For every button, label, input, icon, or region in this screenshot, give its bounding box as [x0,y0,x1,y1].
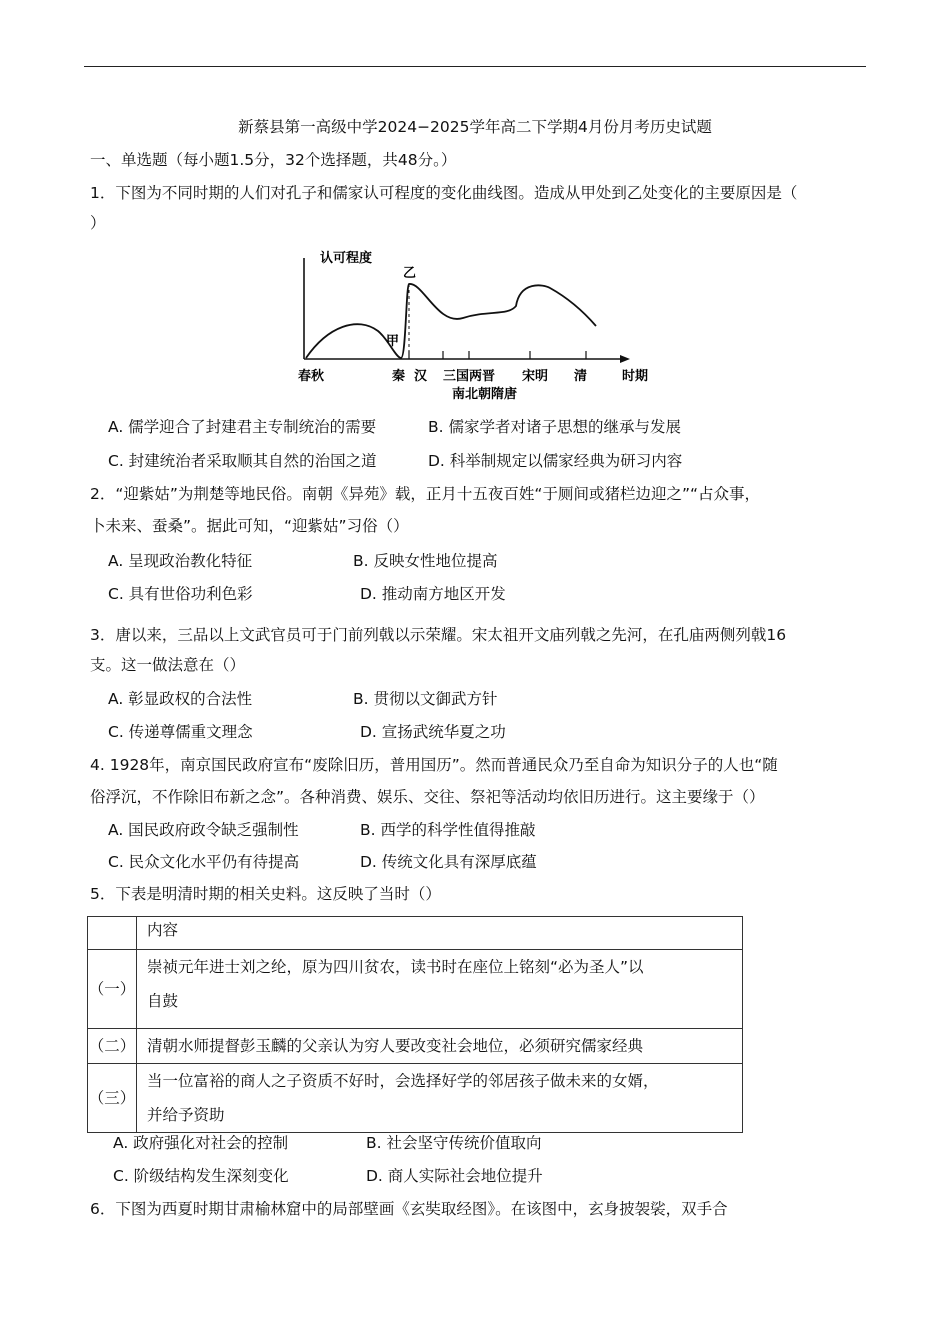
table-header-empty [88,917,137,950]
section-heading: 一、单选题（每小题1.5分，32个选择题，共48分。） [90,151,457,169]
q1-option-b: B. 儒家学者对诸子思想的继承与发展 [428,418,681,436]
q1-option-a: A. 儒学迎合了封建君主专制统治的需要 [108,418,377,436]
tick-label-songming: 宋明 [522,369,549,384]
q4-stem-line1: 4. 1928年，南京国民政府宣布“废除旧历，普用国历”。然而普通民众乃至自命为知识分子的人也“随 [90,756,778,774]
history-sources-table [87,916,743,1133]
q5-option-a: A. 政府强化对社会的控制 [113,1134,289,1152]
q5-option-c: C. 阶级结构发生深刻变化 [113,1167,289,1185]
row-content [137,950,743,1029]
row-content-line: 自鼓 [147,992,179,1010]
q4-option-c: C. 民众文化水平仍有待提高 [108,853,300,871]
q6-stem-line1: 6．下图为西夏时期甘肃榆林窟中的局部壁画《玄奘取经图》。在该图中，玄身披袈裟，双手合 [90,1200,728,1218]
row-label: （一） [88,950,137,1029]
y-axis-label: 认可程度 [320,251,373,266]
row-content [137,1064,743,1133]
approval-curve-figure [288,246,668,406]
row-content-line: 并给予资助 [147,1106,225,1124]
tick-label-qin: 秦 [392,369,406,384]
q5-option-d: D. 商人实际社会地位提升 [366,1167,543,1185]
q3-stem-line2: 支。这一做法意在（） [90,656,246,674]
tick-label-qing: 清 [574,369,588,384]
top-rule [84,66,866,67]
q2-option-b: B. 反映女性地位提高 [353,552,498,570]
row-content-line: 当一位富裕的商人之子资质不好时，会选择好学的邻居孩子做未来的女婿， [147,1072,659,1090]
point-yi-label: 乙 [403,266,417,281]
q3-option-a: A. 彰显政权的合法性 [108,690,253,708]
table-row [88,1029,743,1064]
tick-label-nanbeichao: 南北朝隋唐 [452,387,518,402]
row-content-line: 清朝水师提督彭玉麟的父亲认为穷人要改变社会地位，必须研究儒家经典 [147,1037,644,1055]
q1-stem-line1: 1．下图为不同时期的人们对孔子和儒家认可程度的变化曲线图。造成从甲处到乙处变化的主要原因是（ [90,184,798,202]
row-label: （三） [88,1064,137,1133]
table-header-row [88,917,743,950]
exam-title: 新蔡县第一高级中学2024−2025学年高二下学期4月份月考历史试题 [238,118,712,136]
q4-option-b: B. 西学的科学性值得推敲 [360,821,536,839]
x-axis-label: 时期 [622,369,649,384]
table-header-content: 内容 [137,917,743,950]
q2-stem-line2: 卜未来、蚕桑”。据此可知，“迎紫姑”习俗（） [90,517,409,535]
q1-option-d: D. 科举制规定以儒家经典为研习内容 [428,452,683,470]
point-jia-label: 甲 [386,334,400,349]
q4-option-d: D. 传统文化具有深厚底蕴 [360,853,537,871]
q4-stem-line2: 俗浮沉，不作除旧布新之念”。各种消费、娱乐、交往、祭祀等活动均依旧历进行。这主要缘于（） [90,788,765,806]
row-label: （二） [88,1029,137,1064]
q4-option-a: A. 国民政府政令缺乏强制性 [108,821,299,839]
q5-option-b: B. 社会坚守传统价值取向 [366,1134,542,1152]
row-content-line: 崇祯元年进士刘之纶，原为四川贫农，读书时在座位上铭刻“必为圣人”以 [147,958,644,976]
q3-option-c: C. 传递尊儒重文理念 [108,723,253,741]
q2-option-a: A. 呈现政治教化特征 [108,552,253,570]
tick-label-han: 汉 [414,369,428,384]
q5-stem: 5．下表是明清时期的相关史料。这反映了当时（） [90,885,441,903]
q3-option-d: D. 宣扬武统华夏之功 [360,723,506,741]
q2-option-c: C. 具有世俗功利色彩 [108,585,253,603]
tick-label-sanguo: 三国两晋 [443,369,496,384]
q1-option-c: C. 封建统治者采取顺其自然的治国之道 [108,452,377,470]
q1-stem-line2: ） [90,214,106,232]
row-content [137,1029,743,1064]
q3-option-b: B. 贯彻以文御武方针 [353,690,498,708]
q2-stem-line1: 2．“迎紫姑”为荆楚等地民俗。南朝《异苑》载，正月十五夜百姓“于厕间或猪栏边迎之”“占众事， [90,485,761,503]
q2-option-d: D. 推动南方地区开发 [360,585,506,603]
x-axis-arrow [620,355,630,363]
table-row [88,950,743,1029]
approval-curve [306,284,596,358]
tick-label-chunqiu: 春秋 [298,369,325,384]
q3-stem-line1: 3．唐以来，三品以上文武官员可于门前列戟以示荣耀。宋太祖开文庙列戟之先河，在孔庙两侧列戟16 [90,626,787,644]
table-row [88,1064,743,1133]
